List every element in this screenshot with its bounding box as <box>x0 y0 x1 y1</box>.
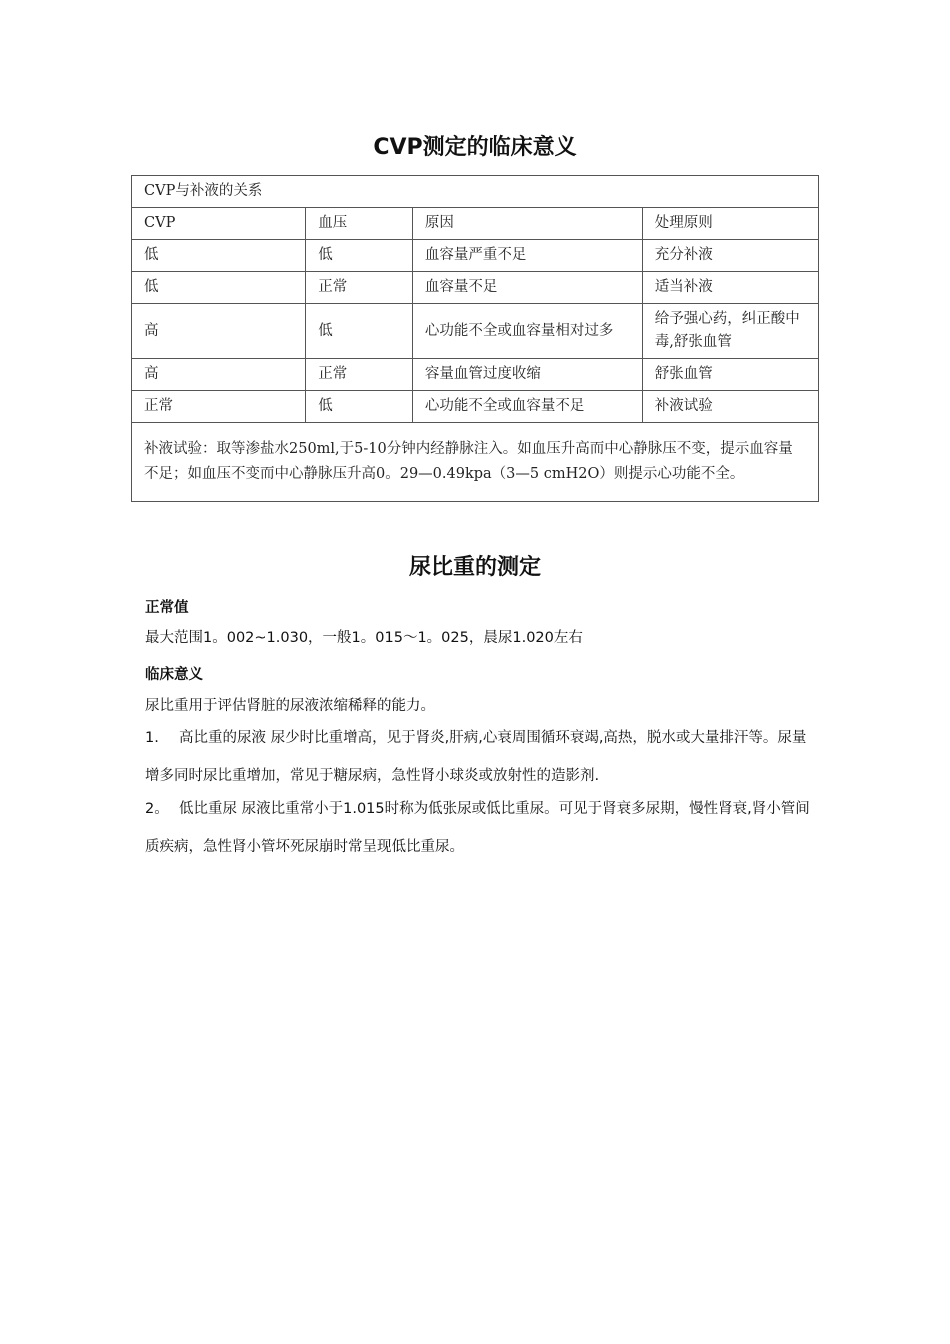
urine-section-title: 尿比重的测定 <box>408 555 541 580</box>
table-header-cell: CVP <box>132 208 306 240</box>
table-cell: 充分补液 <box>642 240 818 272</box>
list-item-text: 低比重尿 尿液比重常小于1.015时称为低张尿或低比重尿。可见于肾衰多尿期，慢性肾衰,肾小管间质疾病，急性肾小管坏死尿崩时常呈现低比重尿。 <box>145 801 810 855</box>
table-cell: 适当补液 <box>642 272 818 304</box>
list-item-number: 1. <box>145 730 159 746</box>
table-cell: 心功能不全或血容量相对过多 <box>412 304 642 359</box>
table-cell: 容量血管过度收缩 <box>412 359 642 391</box>
table-cell: 高 <box>132 304 306 359</box>
table-cell: 低 <box>132 272 306 304</box>
table-cell: 血容量严重不足 <box>412 240 642 272</box>
table-cell: 补液试验 <box>642 391 818 423</box>
table-cell: 舒张血管 <box>642 359 818 391</box>
list-item <box>145 790 815 866</box>
table-caption-row <box>132 176 819 208</box>
table-cell: 给予强心药，纠正酸中毒,舒张血管 <box>642 304 818 359</box>
table-cell: 心功能不全或血容量不足 <box>412 391 642 423</box>
list-item-text: 高比重的尿液 尿少时比重增高，见于肾炎,肝病,心衰周围循环衰竭,高热，脱水或大量排汗等。尿量增多同时尿比重增加，常见于糖尿病，急性肾小球炎或放射性的造影剂. <box>145 730 807 784</box>
table-header-cell: 处理原则 <box>642 208 818 240</box>
table-header-cell: 原因 <box>412 208 642 240</box>
table-row <box>132 304 819 359</box>
table-cell: 正常 <box>306 272 413 304</box>
table-cell: 正常 <box>306 359 413 391</box>
cvp-section-title: CVP测定的临床意义 <box>373 135 577 160</box>
list-item-number: 2。 <box>145 801 169 817</box>
table-header-cell: 血压 <box>306 208 413 240</box>
table-row <box>132 391 819 423</box>
table-cell: 低 <box>306 240 413 272</box>
table-row <box>132 272 819 304</box>
normal-value-heading: 正常值 <box>145 600 189 616</box>
clinical-significance-heading: 临床意义 <box>145 667 203 683</box>
clinical-intro-text: 尿比重用于评估肾脏的尿液浓缩稀释的能力。 <box>145 698 435 714</box>
list-item <box>145 719 815 795</box>
table-cell: 血容量不足 <box>412 272 642 304</box>
table-row <box>132 359 819 391</box>
cvp-fluid-table <box>131 175 819 502</box>
table-cell: 低 <box>306 391 413 423</box>
fluid-challenge-note: 补液试验：取等渗盐水250ml,于5-10分钟内经静脉注入。如血压升高而中心静脉压不变，提示血容量不足；如血压不变而中心静脉压升高0。29—0.49kpa（3—5 cmH2O）则提示心功能不全。 <box>132 423 819 502</box>
table-cell: 低 <box>306 304 413 359</box>
table-cell: 高 <box>132 359 306 391</box>
table-row <box>132 240 819 272</box>
table-cell: 低 <box>132 240 306 272</box>
table-note-row <box>132 423 819 502</box>
table-header-row <box>132 208 819 240</box>
table-cell: 正常 <box>132 391 306 423</box>
normal-value-text: 最大范围1。002~1.030，一般1。015～1。025，晨尿1.020左右 <box>145 630 583 646</box>
table-caption: CVP与补液的关系 <box>132 176 819 208</box>
